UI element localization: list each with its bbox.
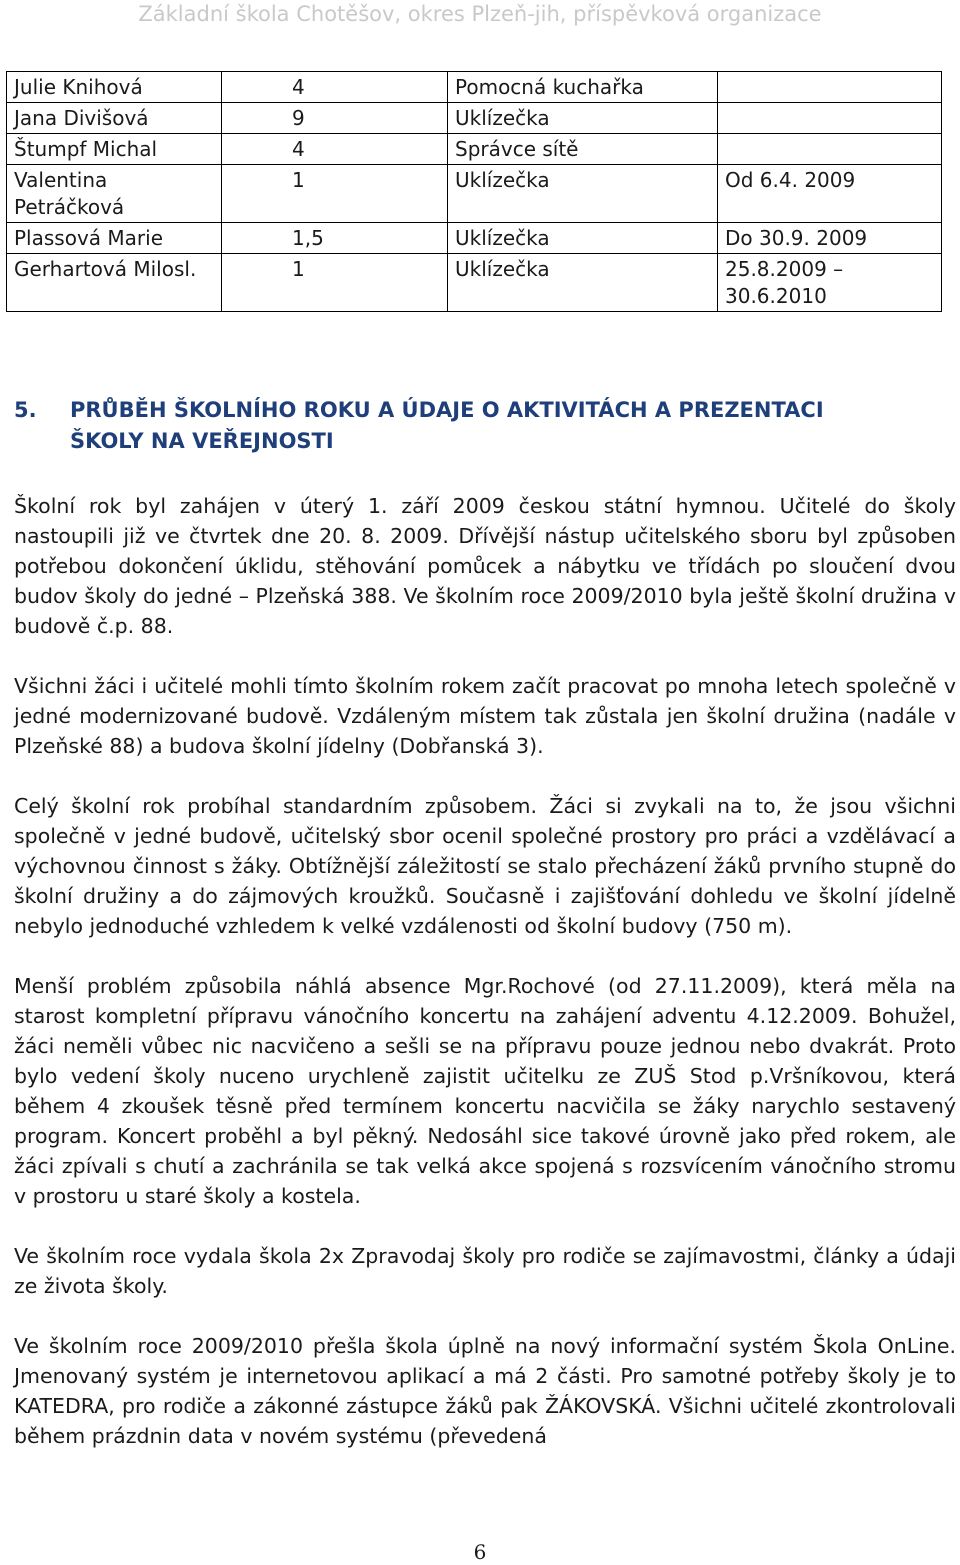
- staff-name: Valentina Petráčková: [7, 165, 222, 223]
- paragraph: Celý školní rok probíhal standardním způsobem. Žáci si zvykali na to, že jsou všichni společně v jedné budově, učitelský sbor ocenil společné prostory pro práci a vzdělávací a výchovnou činnost s žáky. Obtížnější záležitostí se stalo přecházení žáků prvního stupně do školní družiny a do zájmových kroužků. Současně i zajišťování dohledu ve školní jídelně nebylo jednoduché vzhledem k velké vzdálenosti od školní budovy (750 m).: [14, 794, 956, 938]
- staff-name: Julie Knihová: [7, 72, 222, 103]
- staff-role: Uklízečka: [448, 103, 718, 134]
- staff-note: [718, 103, 942, 134]
- table-row: [7, 134, 942, 165]
- staff-hours: 4: [222, 72, 448, 103]
- section-heading: [14, 395, 934, 457]
- table-row: [7, 72, 942, 103]
- paragraph: Školní rok byl zahájen v úterý 1. září 2009 českou státní hymnou. Učitelé do školy nastoupili již ve čtvrtek dne 20. 8. 2009. Dřívější nástup učitelského sboru byl způsoben potřebou dokončení úklidu, stěhování pomůcek a nábytku ve třídách po sloučení dvou budov školy do jedné – Plzeňská 388. Ve školním roce 2009/2010 byla ještě školní družina v budově č.p. 88.: [14, 494, 956, 638]
- body-text: [14, 491, 956, 1481]
- staff-hours: 1: [222, 254, 448, 312]
- paragraph: Ve školním roce 2009/2010 přešla škola úplně na nový informační systém Škola OnLine. Jmenovaný systém je internetovou aplikací a má 2 části. Pro samotné potřeby školy je to KATEDRA, pro rodiče a zákonné zástupce žáků pak ŽÁKOVSKÁ. Všichni učitelé zkontrolovali během prázdnin data v novém systému (převedená: [14, 1334, 956, 1448]
- page-header: Základní škola Chotěšov, okres Plzeň-jih, příspěvková organizace: [138, 2, 822, 26]
- staff-name: Jana Divišová: [7, 103, 222, 134]
- staff-role: Uklízečka: [448, 254, 718, 312]
- staff-role: Pomocná kuchařka: [448, 72, 718, 103]
- section-title-line1: PRŮBĚH ŠKOLNÍHO ROKU A ÚDAJE O AKTIVITÁCH A PREZENTACI: [70, 398, 824, 422]
- staff-role: Uklízečka: [448, 165, 718, 223]
- section-number: 5.: [14, 398, 37, 422]
- staff-name: Plassová Marie: [7, 223, 222, 254]
- table-row: [7, 103, 942, 134]
- table-row: [7, 254, 942, 312]
- staff-hours: 4: [222, 134, 448, 165]
- staff-hours: 9: [222, 103, 448, 134]
- section-title-line2: ŠKOLY NA VEŘEJNOSTI: [70, 429, 334, 453]
- table-row: [7, 165, 942, 223]
- staff-role: Správce sítě: [448, 134, 718, 165]
- staff-table: [6, 71, 942, 312]
- staff-hours: 1,5: [222, 223, 448, 254]
- page-number: 6: [473, 1540, 487, 1564]
- paragraph: Všichni žáci i učitelé mohli tímto školním rokem začít pracovat po mnoha letech společně v jedné modernizované budově. Vzdáleným místem tak zůstala jen školní družina (nadále v Plzeňské 88) a budova školní jídelny (Dobřanská 3).: [14, 674, 956, 758]
- staff-name: Gerhartová Milosl.: [7, 254, 222, 312]
- staff-note: [718, 134, 942, 165]
- staff-name: Štumpf Michal: [7, 134, 222, 165]
- paragraph: Menší problém způsobila náhlá absence Mgr.Rochové (od 27.11.2009), která měla na starost kompletní přípravu vánočního koncertu na zahájení adventu 4.12.2009. Bohužel, žáci neměli vůbec nic nacvičeno a sešli se na přípravu pouze jednou nebo dvakrát. Proto bylo vedení školy nuceno urychleně zajistit učitelku ze ZUŠ Stod p.Vršníkovou, která během 4 zkoušek těsně před termínem koncertu nacvičila se žáky narychlo sestavený program. Koncert proběhl a byl pěkný. Nedosáhl sice takové úrovně jako před rokem, ale žáci zpívali s chutí a zachránila se tak velká akce spojená s rozsvícením vánočního stromu v prostoru u staré školy a kostela.: [14, 974, 956, 1208]
- paragraph: Ve školním roce vydala škola 2x Zpravodaj školy pro rodiče se zajímavostmi, články a údaji ze života školy.: [14, 1244, 956, 1298]
- staff-note: 25.8.2009 – 30.6.2010: [718, 254, 942, 312]
- staff-role: Uklízečka: [448, 223, 718, 254]
- table-row: [7, 223, 942, 254]
- staff-note: Do 30.9. 2009: [718, 223, 942, 254]
- staff-hours: 1: [222, 165, 448, 223]
- staff-note: [718, 72, 942, 103]
- staff-note: Od 6.4. 2009: [718, 165, 942, 223]
